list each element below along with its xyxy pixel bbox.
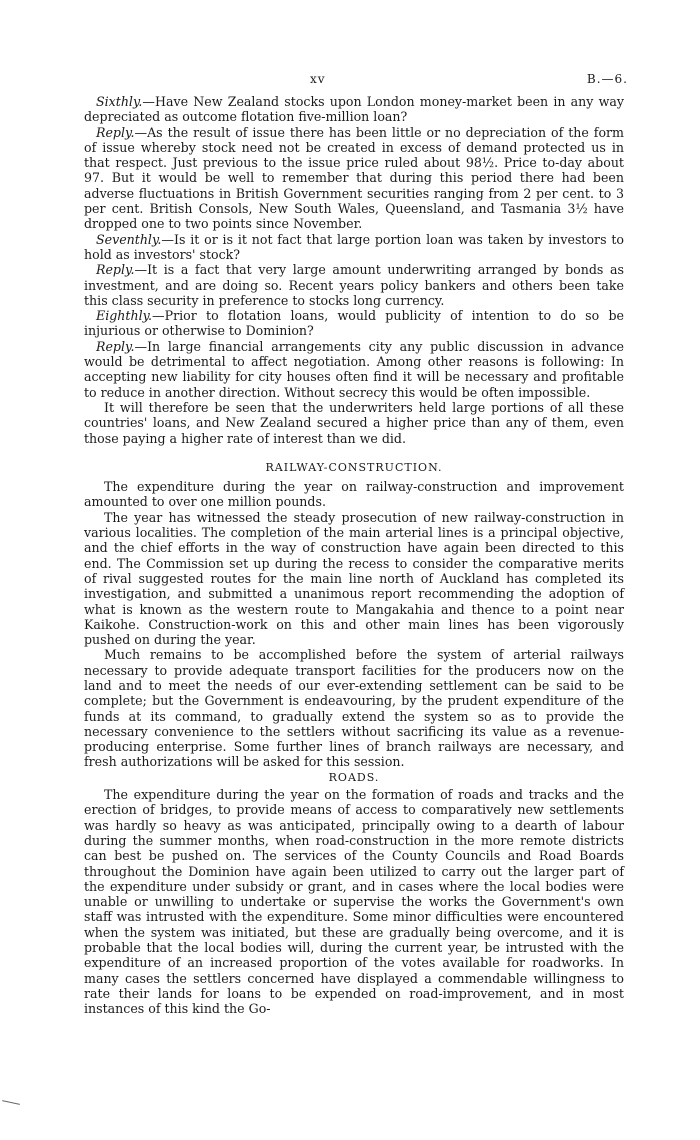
railway-section-heading: RAILWAY-CONSTRUCTION. [265, 460, 443, 474]
question-text: —Have New Zealand stocks upon London money-market been in any way depreciated as outcome flotation five-million loan? [84, 94, 624, 125]
question-seventhly [84, 232, 624, 263]
roads-section-heading: ROADS. [328, 770, 380, 784]
reply-lead: Reply. [96, 262, 135, 278]
margin-mark [2, 1100, 20, 1105]
railway-paragraph: The expenditure during the year on railway-construction and improvement amounted to over one million pounds. [84, 479, 624, 510]
reply-lead: Reply. [96, 338, 135, 354]
question-lead: Eighthly. [96, 308, 153, 324]
roads-paragraph: The expenditure during the year on the formation of roads and tracks and the erection of bridges, to provide means of access to comparatively new settlements was hardly so heavy as was anticipated, principally owing to a dearth of labour during the summer months, when road-construction in the more remote districts can best be pushed on. The services of the County Councils and Road Boards throughout the Dominion have again been utilized to carry out the larger part of the expenditure under subsidy or grant, and in cases where the local bodies were unable or unwilling to undertake or supervise the works the Government's own staff was intrusted with the expenditure. Some minor difficulties were encountered when the system was initiated, but these are gradually being overcome, and it is probable that the local bodies will, during the current year, be intrusted with the expenditure of an increased proportion of the votes available for roadworks. In many cases the settlers concerned have displayed a commendable willingness to rate their lands for loans to be expended on road-improvement, and in most instances of this kind the Go- [84, 787, 624, 1017]
railway-paragraph: The year has witnessed the steady prosecution of new railway-construction in various localities. The completion of the main arterial lines is a principal objective, and the chief efforts in the way of construction have again been directed to this end. The Commission set up during the recess to consider the comparative merits of rival suggested routes for the main line north of Auckland has completed its investigation, and submitted a unanimous report recommending the adoption of what is known as the western route to Mangakahia and thence to a point near Kaikohe. Construction-work on this and other main lines has been vigorously pushed on during the year. [84, 509, 624, 648]
question-text: —Prior to flotation loans, would publicity of intention to do so be injurious or otherwise to Dominion? [84, 308, 624, 339]
railway-paragraph: Much remains to be accomplished before the system of arterial railways necessary to provide adequate transport facilities for the producers now on the land and to meet the needs of our ever-extending settlement can be said to be complete; but the Government is endeavouring, by the prudent expenditure of the funds at its command, to gradually extend the system so as to provide the necessary convenience to the settlers without sacrificing its value as a revenue-producing enterprise. Some further lines of branch railways are necessary, and fresh authorizations will be asked for this session. [84, 647, 624, 770]
question-sixthly [84, 94, 624, 125]
reply-text: —As the result of issue there has been little or no depreciation of the form of issue whereby stock need not be created in excess of demand protected us in that respect. Just previous to the issue price ruled about 98½. Price to-day about 97. But it would be well to remember that during this period there had been adverse fluctuations in British Government securities ranging from 2 per cent. to 3 per cent. British Consols, New South Wales, Queensland, and Tasmania 3½ have dropped one to two points since November. [84, 124, 624, 232]
reply-seventhly [84, 262, 624, 308]
document-reference: B.—6. [586, 72, 628, 86]
reply-lead: Reply. [96, 124, 135, 140]
question-lead: Sixthly. [96, 94, 143, 109]
page-body [84, 94, 624, 1017]
reply-text: —In large financial arrangements city any public discussion in advance would be detrimental to affect negotiation. Among other reasons is following: In accepting new liability for city houses often find it will be necessary and profitable to reduce in another direction. Without secrecy this would be often impossible. [84, 338, 624, 400]
page-number: xv [310, 72, 326, 86]
reply-text: —It is a fact that very large amount underwriting arranged by bonds as investment, and are doing so. Recent years policy bankers and others been take this class security in preference to stocks long currency. [84, 262, 624, 308]
reply-sixthly [84, 125, 624, 232]
question-eighthly [84, 308, 624, 339]
question-text: —Is it or is it not fact that large portion loan was taken by investors to hold as investors' stock? [84, 231, 624, 262]
conclusion-paragraph: It will therefore be seen that the underwriters held large portions of all these countries' loans, and New Zealand secured a higher price than any of them, even those paying a higher rate of interest than we did. [84, 399, 624, 446]
reply-eighthly [84, 339, 624, 400]
question-lead: Seventhly. [96, 231, 162, 247]
